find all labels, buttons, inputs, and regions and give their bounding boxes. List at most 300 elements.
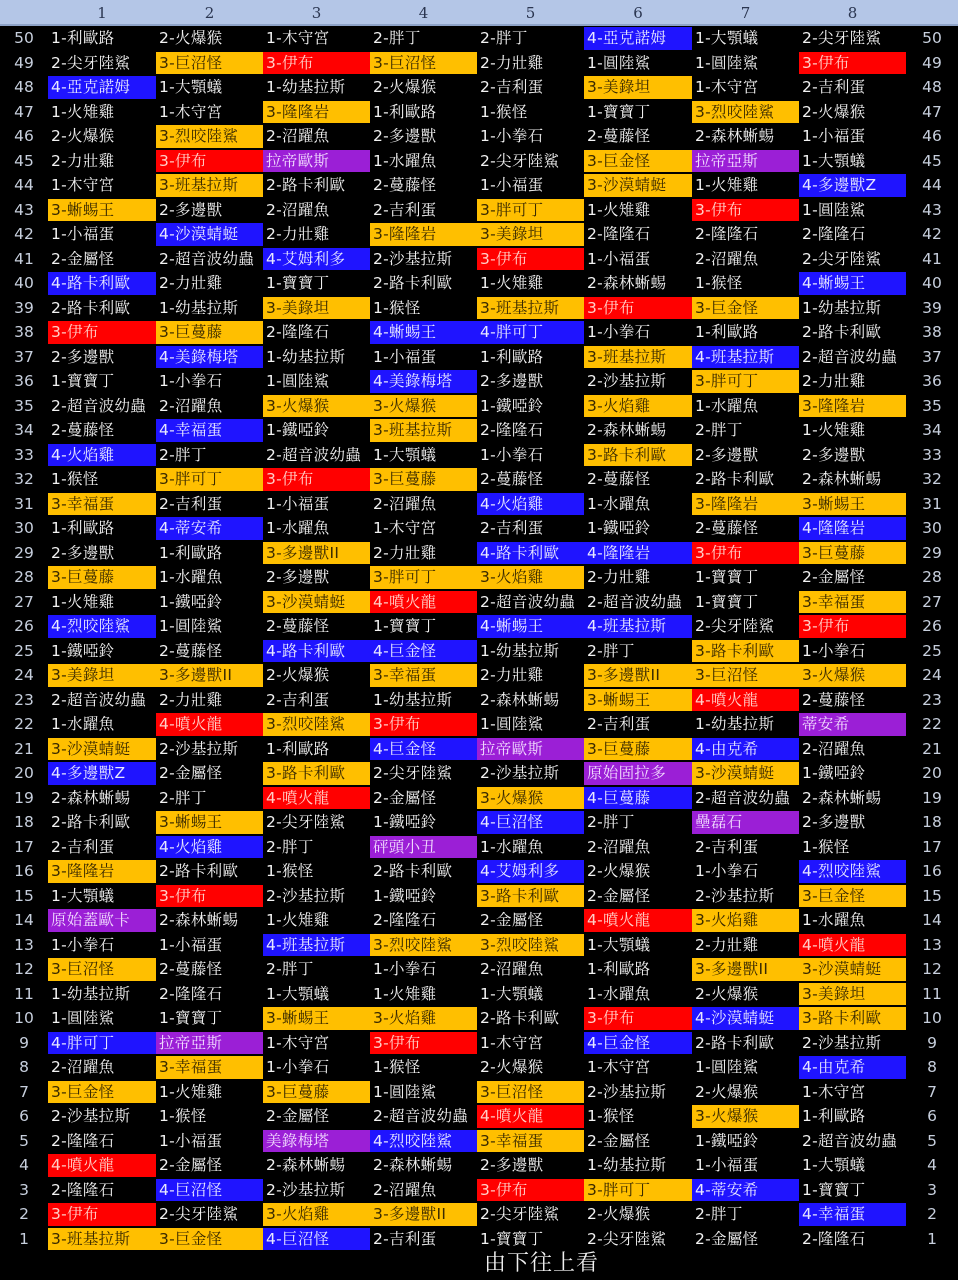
table-cell: 1-小福蛋: [159, 1131, 223, 1150]
table-cell: 2-金屬怪: [802, 568, 866, 586]
table-cell: 3-巨沼怪: [48, 958, 156, 981]
table-cell: 2-尖牙陸鯊: [480, 151, 560, 170]
table-cell: 4-美錄梅塔: [156, 346, 263, 369]
table-cell: 2-沙基拉斯: [587, 372, 667, 390]
row-number-left: 19: [14, 788, 34, 807]
table-cell: 2-沙基拉斯: [480, 764, 560, 782]
table-row: [0, 810, 958, 835]
table-cell: 2-胖丁: [695, 421, 743, 439]
table-cell: 2-多邊獸: [480, 1156, 544, 1174]
row-number-left: 18: [14, 813, 34, 831]
table-cell: 3-烈咬陸鯊: [156, 125, 263, 148]
table-cell: 3-隆隆岩: [799, 395, 906, 418]
table-row: [0, 345, 958, 370]
table-cell: 3-胖可丁: [370, 566, 477, 589]
table-row: [0, 173, 958, 198]
table-cell: 1-木守宮: [266, 1033, 330, 1052]
table-cell: 1-小拳石: [159, 372, 223, 390]
table-row: [0, 296, 958, 321]
row-number-right: 39: [922, 298, 942, 317]
table-cell: 2-力壯雞: [695, 935, 759, 954]
table-cell: 2-蔓藤怪: [587, 127, 651, 145]
row-number-left: 17: [14, 837, 34, 856]
table-cell: 拉帝亞斯: [156, 1032, 263, 1055]
row-number-right: 37: [922, 347, 942, 366]
table-cell: 2-隆隆石: [802, 225, 866, 243]
table-row: [0, 737, 958, 762]
row-number-left: 33: [14, 445, 34, 464]
table-cell: 3-路卡利歐: [584, 444, 692, 467]
table-cell: 2-力壯雞: [802, 372, 866, 390]
table-cell: 3-巨金怪: [692, 297, 799, 320]
table-cell: 4-路卡利歐: [477, 542, 584, 565]
table-cell: 2-隆隆石: [51, 1131, 115, 1150]
row-number-right: 21: [922, 739, 942, 758]
table-cell: 3-路卡利歐: [263, 762, 370, 785]
row-number-right: 46: [922, 127, 942, 145]
table-cell: 2-尖牙陸鯊: [159, 1205, 239, 1223]
table-row: [0, 1104, 958, 1129]
table-cell: 4-蜥蜴王: [370, 321, 477, 344]
table-cell: 2-火爆猴: [51, 127, 115, 145]
table-cell: 3-美錄坦: [799, 983, 906, 1006]
table-cell: 3-巨沼怪: [370, 52, 477, 75]
table-cell: 4-巨金怪: [584, 1032, 692, 1055]
table-cell: 1-圓陸鯊: [266, 372, 330, 390]
table-cell: 2-胖丁: [587, 641, 635, 660]
table-row: [0, 149, 958, 174]
table-cell: 2-沼躍魚: [373, 494, 437, 513]
column-header-1: 1: [97, 4, 107, 22]
table-cell: 4-蜥蜴王: [799, 272, 906, 295]
table-cell: 2-森林蜥蜴: [695, 127, 775, 145]
table-cell: 1-利歐路: [695, 323, 759, 341]
table-cell: 2-森林蜥蜴: [587, 421, 667, 439]
table-cell: 2-沙基拉斯: [587, 1082, 667, 1101]
table-cell: 4-亞克諾姆: [48, 76, 156, 99]
row-number-left: 20: [14, 764, 34, 782]
row-number-left: 49: [14, 53, 34, 72]
table-cell: 3-多邊獸II: [263, 542, 370, 565]
table-cell: 2-隆隆石: [695, 225, 759, 243]
table-cell: 2-金屬怪: [159, 764, 223, 782]
table-cell: 3-巨沼怪: [692, 664, 799, 687]
row-number-right: 29: [922, 543, 942, 562]
column-header-2: 2: [204, 4, 215, 22]
row-number-left: 48: [14, 78, 34, 96]
row-number-left: 8: [19, 1058, 29, 1076]
table-row: [0, 1178, 958, 1203]
table-cell: 1-幼基拉斯: [266, 347, 346, 366]
table-row: [0, 516, 958, 541]
table-cell: 2-森林蜥蜴: [802, 788, 882, 807]
table-cell: 1-幼基拉斯: [373, 690, 453, 709]
table-cell: 壘磊石: [692, 811, 799, 834]
table-cell: 1-圓陸鯊: [587, 53, 651, 72]
table-cell: 1-大顎蟻: [587, 935, 651, 954]
table-cell: 1-水躍魚: [587, 984, 651, 1003]
row-number-left: 26: [14, 617, 34, 635]
table-cell: 2-路卡利歐: [51, 298, 131, 317]
table-cell: 3-伊布: [692, 199, 799, 222]
table-cell: 2-森林蜥蜴: [480, 690, 560, 709]
table-cell: 3-伊布: [263, 468, 370, 491]
table-cell: 2-金屬怪: [587, 886, 651, 905]
table-cell: 1-小拳石: [480, 127, 544, 145]
table-row: [0, 100, 958, 125]
table-cell: 1-水躍魚: [266, 519, 330, 537]
row-number-right: 36: [922, 372, 942, 390]
table-cell: 2-金屬怪: [51, 249, 115, 268]
table-cell: 4-噴火龍: [477, 1105, 584, 1128]
table-cell: 1-幼基拉斯: [802, 298, 882, 317]
table-row: [0, 1202, 958, 1227]
table-cell: 2-金屬怪: [159, 1156, 223, 1174]
table-row: [0, 1129, 958, 1154]
table-cell: 4-噴火龍: [584, 909, 692, 932]
table-cell: 3-巨金怪: [156, 1228, 263, 1251]
row-number-right: 16: [922, 862, 942, 880]
table-cell: 3-伊布: [370, 1032, 477, 1055]
table-cell: 1-寶寶丁: [51, 372, 115, 390]
table-cell: 1-幼基拉斯: [587, 1156, 667, 1174]
table-cell: 2-力壯雞: [159, 274, 223, 292]
table-cell: 2-蔓藤怪: [266, 617, 330, 635]
table-cell: 3-多邊獸II: [156, 664, 263, 687]
table-cell: 2-尖牙陸鯊: [802, 29, 882, 47]
table-cell: 2-力壯雞: [266, 225, 330, 243]
table-cell: 1-鐵啞鈴: [266, 421, 330, 439]
row-number-right: 30: [922, 519, 942, 537]
row-number-right: 18: [922, 813, 942, 831]
table-cell: 1-鐵啞鈴: [480, 396, 544, 415]
table-cell: 3-伊布: [48, 1203, 156, 1226]
table-cell: 2-路卡利歐: [159, 862, 239, 880]
table-cell: 2-胖丁: [266, 960, 314, 978]
table-cell: 1-火雉雞: [802, 421, 866, 439]
table-cell: 4-巨蔓藤: [584, 787, 692, 810]
table-cell: 3-隆隆岩: [370, 223, 477, 246]
table-cell: 3-伊布: [799, 52, 906, 75]
table-cell: 1-大顎蟻: [802, 1156, 866, 1174]
table-cell: 4-路卡利歐: [48, 272, 156, 295]
table-cell: 2-吉利蛋: [480, 519, 544, 537]
row-number-right: 22: [922, 715, 942, 733]
table-cell: 2-多邊獸: [51, 347, 115, 366]
table-cell: 1-小拳石: [266, 1058, 330, 1076]
table-cell: 2-路卡利歐: [266, 176, 346, 194]
table-row: [0, 835, 958, 860]
table-cell: 2-沼躍魚: [51, 1058, 115, 1076]
table-cell: 3-美錄坦: [477, 223, 584, 246]
table-cell: 4-幸福蛋: [156, 419, 263, 442]
table-cell: 2-金屬怪: [266, 1107, 330, 1125]
table-cell: 3-美錄坦: [584, 76, 692, 99]
table-cell: 4-胖可丁: [48, 1032, 156, 1055]
table-cell: 1-利歐路: [480, 347, 544, 366]
table-cell: 2-火爆猴: [480, 1058, 544, 1076]
table-cell: 3-幸福蛋: [477, 1130, 584, 1153]
table-cell: 2-沼躍魚: [266, 127, 330, 145]
table-cell: 2-隆隆石: [587, 225, 651, 243]
table-cell: 1-木守宮: [51, 176, 115, 194]
table-row: [0, 1031, 958, 1056]
table-cell: 1-幼基拉斯: [159, 298, 239, 317]
table-cell: 3-巨金怪: [584, 150, 692, 173]
table-cell: 3-伊布: [584, 1007, 692, 1030]
table-row: [0, 124, 958, 149]
table-cell: 1-幼基拉斯: [266, 78, 346, 96]
row-number-right: 33: [922, 445, 942, 464]
table-cell: 拉帝歐斯: [263, 150, 370, 173]
table-cell: 2-尖牙陸鯊: [480, 1205, 560, 1223]
table-cell: 2-多邊獸: [373, 127, 437, 145]
table-cell: 4-路卡利歐: [263, 640, 370, 663]
row-number-right: 5: [927, 1131, 937, 1150]
table-row: [0, 222, 958, 247]
row-number-left: 50: [14, 29, 34, 47]
table-cell: 4-多邊獸Z: [48, 762, 156, 785]
table-cell: 3-隆隆岩: [48, 860, 156, 883]
table-cell: 1-幼基拉斯: [695, 715, 775, 733]
table-cell: 2-超音波幼蟲: [373, 1107, 469, 1125]
column-header-8: 8: [847, 4, 858, 22]
row-number-right: 3: [927, 1180, 937, 1199]
row-number-left: 45: [14, 151, 34, 170]
table-cell: 2-森林蜥蜴: [373, 1156, 453, 1174]
row-number-right: 50: [922, 29, 942, 47]
table-cell: 1-鐵啞鈴: [802, 764, 866, 782]
table-cell: 3-火爆猴: [263, 395, 370, 418]
table-cell: 1-圓陸鯊: [802, 200, 866, 219]
table-cell: 2-火爆猴: [695, 1082, 759, 1101]
table-cell: 2-火爆猴: [159, 29, 223, 47]
table-cell: 2-吉利蛋: [480, 78, 544, 96]
table-cell: 1-火雉雞: [480, 274, 544, 292]
table-row: [0, 198, 958, 223]
table-cell: 2-沼躍魚: [266, 200, 330, 219]
table-cell: 1-圓陸鯊: [695, 53, 759, 72]
table-row: [0, 247, 958, 272]
table-cell: 4-烈咬陸鯊: [370, 1130, 477, 1153]
column-header-6: 6: [633, 4, 643, 22]
table-cell: 2-尖牙陸鯊: [695, 617, 775, 635]
table-cell: 1-小福蛋: [51, 225, 115, 243]
row-number-left: 42: [14, 225, 34, 243]
table-row: [0, 933, 958, 958]
table-row: [0, 859, 958, 884]
table-cell: 4-烈咬陸鯊: [48, 615, 156, 638]
table-cell: 美錄梅塔: [263, 1130, 370, 1153]
table-cell: 2-沼躍魚: [587, 837, 651, 856]
table-cell: 3-火爆猴: [799, 664, 906, 687]
row-number-left: 21: [14, 739, 34, 758]
table-row: [0, 1080, 958, 1105]
table-cell: 1-寶寶丁: [802, 1180, 866, 1199]
table-cell: 4-巨沼怪: [263, 1228, 370, 1251]
table-cell: 1-利歐路: [51, 519, 115, 537]
table-cell: 2-火爆猴: [802, 102, 866, 121]
table-cell: 4-沙漠蜻蜓: [156, 223, 263, 246]
row-number-right: 49: [922, 53, 942, 72]
table-cell: 1-寶寶丁: [159, 1009, 223, 1027]
row-number-left: 40: [14, 274, 34, 292]
table-cell: 4-艾姆利多: [477, 860, 584, 883]
row-number-right: 14: [922, 911, 942, 929]
table-cell: 3-蜥蜴王: [799, 493, 906, 516]
table-cell: 1-小福蛋: [695, 1156, 759, 1174]
table-cell: 4-美錄梅塔: [370, 370, 477, 393]
table-cell: 1-利歐路: [159, 543, 223, 562]
row-number-right: 20: [922, 764, 942, 782]
table-cell: 2-路卡利歐: [373, 274, 453, 292]
table-cell: 1-猴怪: [695, 274, 743, 292]
table-cell: 3-沙漠蜻蜓: [584, 174, 692, 197]
table-cell: 1-利歐路: [266, 739, 330, 758]
table-cell: 1-火雉雞: [695, 176, 759, 194]
table-cell: 2-森林蜥蜴: [266, 1156, 346, 1174]
table-cell: 1-小福蛋: [266, 494, 330, 513]
table-cell: 2-沙基拉斯: [266, 1180, 346, 1199]
row-number-right: 17: [922, 837, 942, 856]
table-cell: 1-寶寶丁: [480, 1229, 544, 1248]
table-cell: 2-胖丁: [266, 837, 314, 856]
table-cell: 2-金屬怪: [695, 1229, 759, 1248]
row-number-left: 23: [14, 690, 34, 709]
row-number-right: 12: [922, 960, 942, 978]
table-cell: 3-伊布: [477, 1179, 584, 1202]
table-cell: 2-超音波幼蟲: [802, 1131, 898, 1150]
table-cell: 2-沼躍魚: [695, 249, 759, 268]
table-cell: 1-小福蛋: [802, 127, 866, 145]
table-cell: 4-噴火龍: [156, 713, 263, 736]
table-cell: 3-路卡利歐: [477, 885, 584, 908]
table-cell: 2-沙基拉斯: [802, 1033, 882, 1052]
table-cell: 2-吉利蛋: [695, 837, 759, 856]
row-number-right: 8: [927, 1058, 937, 1076]
table-cell: 2-路卡利歐: [695, 470, 775, 488]
table-cell: 4-噴火龍: [799, 934, 906, 957]
table-cell: 4-由克希: [799, 1056, 906, 1079]
table-cell: 2-蔓藤怪: [695, 519, 759, 537]
table-cell: 2-隆隆石: [51, 1180, 115, 1199]
table-cell: 1-利歐路: [587, 960, 651, 978]
table-row: [0, 712, 958, 737]
table-cell: 2-超音波幼蟲: [51, 396, 147, 415]
table-cell: 1-猴怪: [373, 1058, 421, 1076]
table-cell: 3-幸福蛋: [799, 591, 906, 614]
row-number-left: 10: [14, 1009, 34, 1027]
table-row: [0, 1227, 958, 1252]
table-row: [0, 418, 958, 443]
table-cell: 1-猴怪: [373, 298, 421, 317]
table-cell: 3-巨蔓藤: [584, 738, 692, 761]
row-number-right: 43: [922, 200, 942, 219]
table-cell: 2-蔓藤怪: [51, 421, 115, 439]
table-row: [0, 369, 958, 394]
row-number-left: 16: [14, 862, 34, 880]
table-cell: 2-多邊獸: [159, 200, 223, 219]
table-cell: 3-隆隆岩: [263, 101, 370, 124]
table-cell: 3-巨蔓藤: [156, 321, 263, 344]
table-cell: 2-力壯雞: [587, 568, 651, 586]
table-row: [0, 1055, 958, 1080]
table-cell: 3-伊布: [370, 713, 477, 736]
table-cell: 原始固拉多: [584, 762, 692, 785]
table-cell: 2-隆隆石: [266, 323, 330, 341]
table-cell: 2-森林蜥蜴: [802, 470, 882, 488]
row-number-right: 31: [922, 494, 942, 513]
row-number-left: 5: [19, 1131, 29, 1150]
table-cell: 2-蔓藤怪: [802, 690, 866, 709]
table-cell: 2-力壯雞: [159, 690, 223, 709]
row-number-right: 6: [927, 1107, 937, 1125]
table-cell: 4-亞克諾姆: [584, 27, 692, 50]
row-number-left: 12: [14, 960, 34, 978]
table-cell: 2-蔓藤怪: [480, 470, 544, 488]
table-row: [0, 884, 958, 909]
column-header-3: 3: [311, 4, 322, 22]
row-number-left: 39: [14, 298, 34, 317]
table-cell: 1-小福蛋: [587, 249, 651, 268]
row-number-left: 22: [14, 715, 34, 733]
table-cell: 1-小福蛋: [480, 176, 544, 194]
row-number-left: 4: [19, 1156, 29, 1174]
table-cell: 3-蜥蜴王: [156, 811, 263, 834]
table-cell: 2-火爆猴: [587, 1205, 651, 1223]
table-cell: 拉帝歐斯: [477, 738, 584, 761]
row-number-right: 13: [922, 935, 942, 954]
table-cell: 1-鐵啞鈴: [51, 641, 115, 660]
table-row: [0, 1153, 958, 1178]
table-cell: 2-吉利蛋: [51, 837, 115, 856]
table-cell: 原始蓋歐卡: [48, 909, 156, 932]
table-cell: 2-火爆猴: [373, 78, 437, 96]
row-number-right: 38: [922, 323, 942, 341]
table-cell: 1-寶寶丁: [587, 102, 651, 121]
table-row: [0, 271, 958, 296]
table-cell: 1-鐵啞鈴: [695, 1131, 759, 1150]
table-cell: 3-巨蔓藤: [263, 1081, 370, 1104]
table-cell: 2-力壯雞: [480, 666, 544, 684]
table-cell: 2-吉利蛋: [802, 78, 866, 96]
table-cell: 2-多邊獸: [695, 445, 759, 464]
table-cell: 2-金屬怪: [587, 1131, 651, 1150]
table-cell: 2-超音波幼蟲: [695, 788, 791, 807]
table-cell: 1-小拳石: [480, 445, 544, 464]
table-cell: 1-小拳石: [587, 323, 651, 341]
table-cell: 1-鐵啞鈴: [373, 813, 437, 831]
row-number-left: 44: [14, 176, 34, 194]
table-row: [0, 467, 958, 492]
row-number-right: 28: [922, 568, 942, 586]
table-cell: 2-隆隆石: [373, 911, 437, 929]
table-cell: 1-水躍魚: [51, 715, 115, 733]
row-number-left: 25: [14, 641, 34, 660]
table-row: [0, 957, 958, 982]
table-cell: 1-木守宮: [587, 1058, 651, 1076]
table-cell: 3-伊布: [156, 150, 263, 173]
table-cell: 2-蔓藤怪: [587, 470, 651, 488]
row-number-right: 34: [922, 421, 942, 439]
table-cell: 4-隆隆岩: [799, 517, 906, 540]
table-cell: 1-火雉雞: [159, 1082, 223, 1101]
table-cell: 砰頭小丑: [370, 836, 477, 859]
table-cell: 1-猴怪: [802, 837, 850, 856]
table-cell: 3-胖可丁: [477, 199, 584, 222]
table-cell: 1-大顎蟻: [373, 445, 437, 464]
table-cell: 1-水躍魚: [587, 494, 651, 513]
